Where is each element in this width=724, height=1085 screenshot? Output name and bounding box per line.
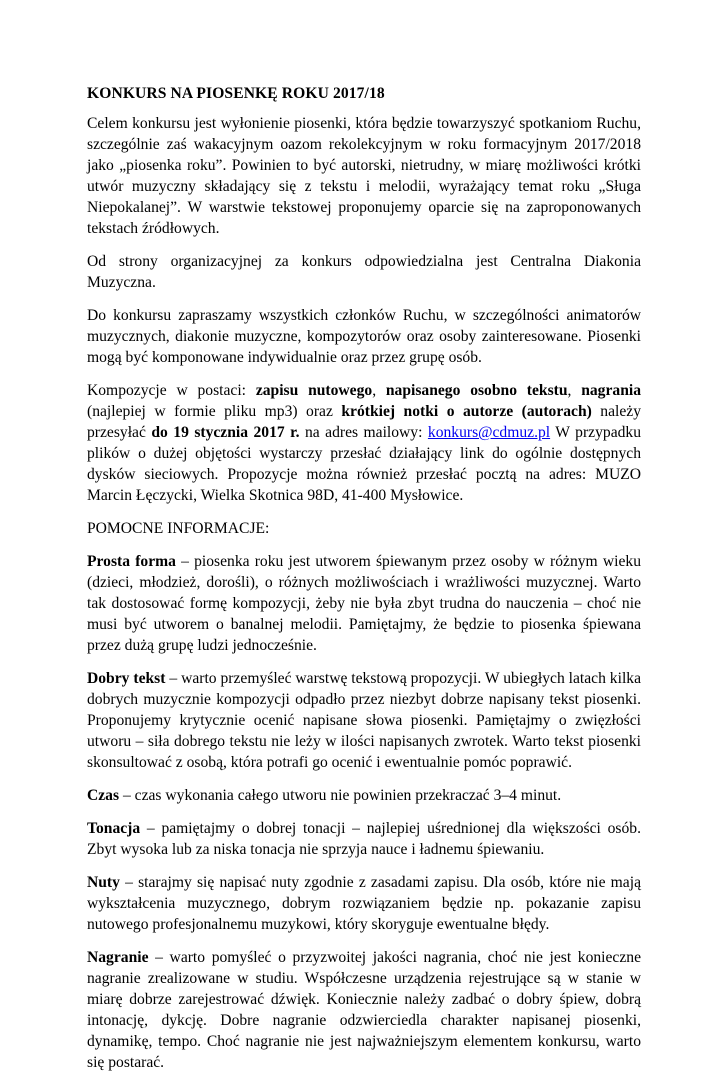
section-tonacja bbox=[87, 818, 641, 860]
submission-bold: krótkiej notki o autorze (autorach) bbox=[341, 403, 592, 420]
submission-bold: zapisu nutowego bbox=[255, 382, 373, 399]
section-text: – warto przemyśleć warstwę tekstową propozycji. W ubiegłych latach kilka dobrych muzycznie kompozycji odpadło przez niezbyt dobrze napisany tekst piosenki. Proponujemy krytycznie ocenić napisane słowa piosenki. Pamiętajmy o zwięzłości utworu – siła dobrego tekstu nie leży w ilości napisanych zwrotek. Warto tekst piosenki skonsultować z osobą, która potrafi go ocenić i ewentualnie pomóc poprawić. bbox=[87, 670, 641, 771]
section-tekst bbox=[87, 668, 641, 773]
section-text: – piosenka roku jest utworem śpiewanym przez osoby w różnym wieku (dzieci, młodzież, dorośli), o różnych możliwościach i wrażliwości muzycznej. Warto tak dostosować formę kompozycji, żeby nie była zbyt trudna do nauczenia – choć nie musi być utworem o banalnej melodii. Pamiętajmy, że będzie to piosenka śpiewana przez dużą grupę ludzi jednocześnie. bbox=[87, 553, 641, 654]
submission-paragraph bbox=[87, 380, 641, 506]
page-title: KONKURS NA PIOSENKĘ ROKU 2017/18 bbox=[87, 85, 385, 102]
section-term: Nagranie bbox=[87, 949, 149, 966]
submission-text: Kompozycje w postaci: bbox=[87, 382, 256, 399]
helpful-heading: POMOCNE INFORMACJE: bbox=[87, 520, 270, 537]
section-term: Tonacja bbox=[87, 820, 141, 837]
section-term: Prosta forma bbox=[87, 553, 176, 570]
submission-text: W przypadku plików o dużej objętości wystarczy przesłać działający link do ogólnie dostępnych dysków sieciowych. Propozycje można również przesłać pocztą na adres: MUZO Marcin Łęczycki, Wielka Skotnica 98D, 41-400 Mysłowice. bbox=[87, 424, 641, 504]
section-text: – czas wykonania całego utworu nie powinien przekraczać 3–4 minut. bbox=[119, 787, 562, 804]
submission-deadline: do 19 stycznia 2017 r. bbox=[151, 424, 300, 441]
submission-text: , bbox=[567, 382, 582, 399]
invitation-paragraph: Do konkursu zapraszamy wszystkich członków Ruchu, w szczególności animatorów muzycznych, diakonie muzyczne, kompozytorów oraz osoby zainteresowane. Piosenki mogą być komponowane indywidualnie oraz przez grupę osób. bbox=[87, 307, 641, 366]
section-term: Nuty bbox=[87, 874, 120, 891]
section-term: Czas bbox=[87, 787, 120, 804]
submission-text: (najlepiej w formie pliku mp3) oraz bbox=[87, 403, 342, 420]
section-term: Dobry tekst bbox=[87, 670, 166, 687]
submission-bold: napisanego osobno tekstu bbox=[385, 382, 568, 399]
email-link[interactable]: konkurs@cdmuz.pl bbox=[427, 424, 551, 441]
submission-text: na adres mailowy: bbox=[299, 424, 428, 441]
submission-text: , bbox=[372, 382, 386, 399]
section-nuty bbox=[87, 872, 641, 935]
submission-text: należy przesyłać bbox=[87, 403, 641, 441]
intro-paragraph: Celem konkursu jest wyłonienie piosenki, która będzie towarzyszyć spotkaniom Ruchu, szczególnie zaś wakacyjnym oazom rekolekcyjnym w roku formacyjnym 2017/2018 jako „piosenka roku”. Powinien to być autorski, nietrudny, w miarę możliwości krótki utwór muzyczny składający się z tekstu i melodii, wyrażający temat roku „Sługa Niepokalanej”. W warstwie tekstowej proponujemy oparcie się na zaproponowanych tekstach źródłowych. bbox=[87, 115, 641, 237]
submission-bold: nagrania bbox=[581, 382, 641, 399]
section-nagranie bbox=[87, 947, 641, 1073]
section-text: – pamiętajmy o dobrej tonacji – najlepiej uśrednionej dla większości osób. Zbyt wysoka lub za niska tonacja nie sprzyja nauce i ładnemu śpiewaniu. bbox=[87, 820, 641, 858]
section-forma bbox=[87, 551, 641, 656]
section-text: – warto pomyśleć o przyzwoitej jakości nagrania, choć nie jest konieczne nagranie zrealizowane w studiu. Współczesne urządzenia rejestrujące są w stanie w miarę dobrze zarejestrować dźwięk. Koniecznie należy zadbać o dobry śpiew, dobrą intonację, dykcję. Dobre nagranie odzwierciedla charakter napisanej piosenki, dynamikę, tempo. Choć nagranie nie jest najważniejszym elementem konkursu, warto się postarać. bbox=[87, 949, 641, 1071]
organizer-paragraph: Od strony organizacyjnej za konkurs odpowiedzialna jest Centralna Diakonia Muzyczna. bbox=[87, 253, 641, 291]
section-text: – starajmy się napisać nuty zgodnie z zasadami zapisu. Dla osób, które nie mają wykształcenia muzycznego, dobrym rozwiązaniem będzie np. pokazanie zapisu nutowego profesjonalnemu muzykowi, który skoryguje ewentualne błędy. bbox=[87, 874, 641, 933]
section-czas bbox=[87, 785, 641, 806]
document-page bbox=[87, 83, 641, 1085]
